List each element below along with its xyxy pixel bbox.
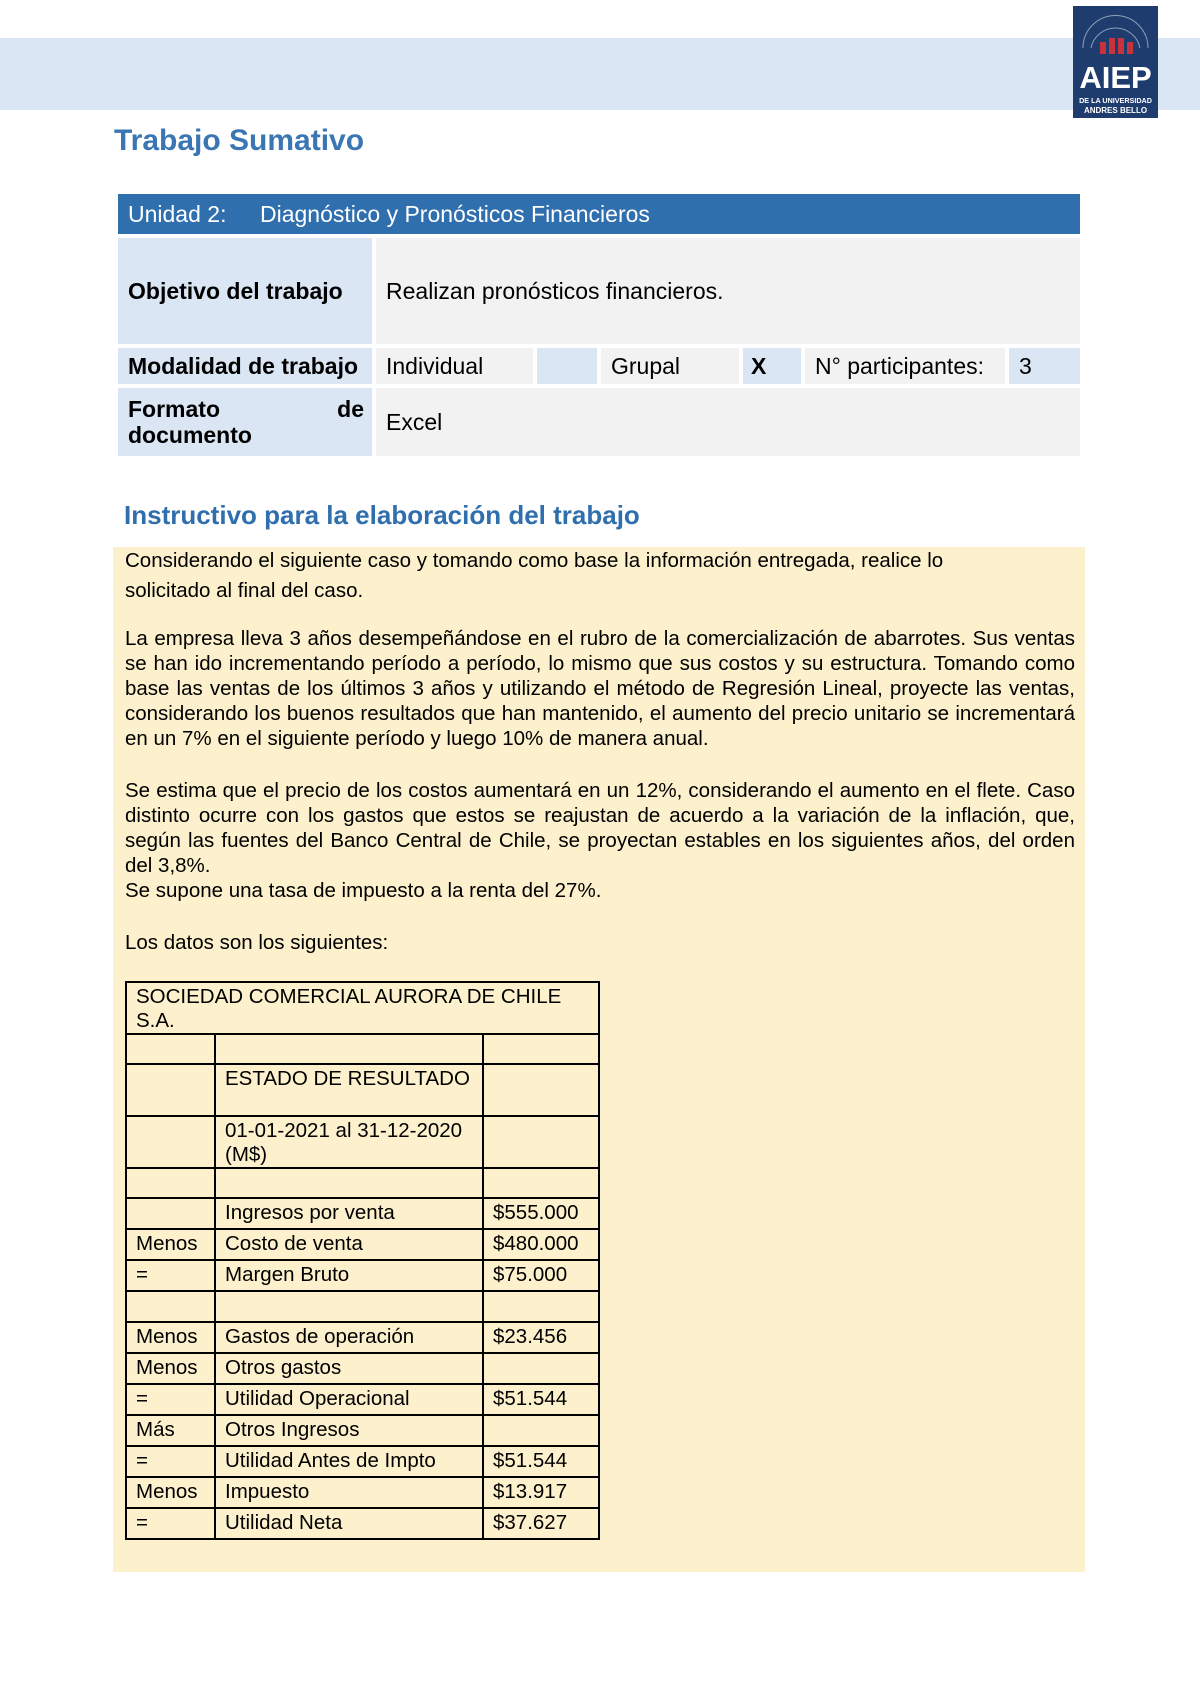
row-op: = <box>126 1384 215 1415</box>
row-op: = <box>126 1446 215 1477</box>
empty-cell <box>215 1034 483 1064</box>
company-name-cell <box>126 982 599 1034</box>
table-row <box>126 1384 599 1415</box>
row-op: Menos <box>126 1353 215 1384</box>
statement-title-text: ESTADO DE RESULTADO <box>225 1067 470 1090</box>
instructions-p1: Considerando el siguiente caso y tomando como base la información entregada, realice lo solicitado al final del caso. <box>125 549 944 602</box>
formato-label-line1: Formato de <box>128 396 364 422</box>
svg-text:ANDRES BELLO: ANDRES BELLO <box>1083 106 1148 115</box>
header-band <box>0 38 1200 110</box>
instructions-p3: Se estima que el precio de los costos aumentará en un 12%, considerando el aumento en el flete. Caso distinto ocurre con los gastos que estos se reajustan de acuerdo a la variación de la inflación, que, según las fuentes del Banco Central de Chile, se proyectan estables en los siguientes años, del orden del 3,8%. <box>125 779 1075 877</box>
aiep-logo <box>1073 6 1158 118</box>
empty-cell <box>483 1168 599 1198</box>
statement-title <box>215 1064 483 1116</box>
formato-label <box>118 388 372 456</box>
empty-cell <box>483 1064 599 1116</box>
table-row <box>126 1198 599 1229</box>
statement-period <box>215 1116 483 1168</box>
instructions-p5: Los datos son los siguientes: <box>125 931 389 954</box>
row-amount: $13.917 <box>483 1477 599 1508</box>
company-name: SOCIEDAD COMERCIAL AURORA DE CHILE S.A. <box>136 985 562 1032</box>
empty-cell <box>483 1116 599 1168</box>
row-op: Menos <box>126 1322 215 1353</box>
svg-text:AIEP: AIEP <box>1079 60 1152 95</box>
row-item: Otros Ingresos <box>215 1415 483 1446</box>
instructions-p4: Se supone una tasa de impuesto a la renta del 27%. <box>125 879 602 902</box>
table-row <box>126 1229 599 1260</box>
table-row <box>126 1260 599 1291</box>
table-row <box>126 1477 599 1508</box>
row-item: Ingresos por venta <box>215 1198 483 1229</box>
objetivo-label: Objetivo del trabajo <box>118 238 372 344</box>
row-op: = <box>126 1508 215 1539</box>
instructions-p2: La empresa lleva 3 años desempeñándose en el rubro de la comercialización de abarrotes. Sus ventas se han ido incrementando período a período, lo mismo que sus costos y su estructura. Tomando como base las ventas de los últimos 3 años y utilizando el método de Regresión Lineal, proyecte las ventas, considerando los buenos resultados que han mantenido, el aumento del precio unitario se incrementará en un 7% en el siguiente período y luego 10% de manera anual. <box>125 627 1075 750</box>
row-item <box>215 1291 483 1322</box>
individual-label: Individual <box>376 348 533 384</box>
row-amount: $75.000 <box>483 1260 599 1291</box>
row-amount: $555.000 <box>483 1198 599 1229</box>
row-amount <box>483 1353 599 1384</box>
empty-cell <box>215 1168 483 1198</box>
row-amount: $51.544 <box>483 1384 599 1415</box>
row-op: Menos <box>126 1477 215 1508</box>
svg-text:DE LA UNIVERSIDAD: DE LA UNIVERSIDAD <box>1079 96 1152 105</box>
row-op <box>126 1291 215 1322</box>
table-row <box>126 1508 599 1539</box>
individual-checkbox <box>537 348 597 384</box>
row-item: Margen Bruto <box>215 1260 483 1291</box>
row-op: Más <box>126 1415 215 1446</box>
empty-cell <box>483 1034 599 1064</box>
row-item: Otros gastos <box>215 1353 483 1384</box>
row-item: Utilidad Neta <box>215 1508 483 1539</box>
row-item: Utilidad Antes de Impto <box>215 1446 483 1477</box>
participantes-value: 3 <box>1009 348 1080 384</box>
unit-label: Unidad 2: <box>128 200 227 227</box>
empty-cell <box>126 1116 215 1168</box>
row-item: Costo de venta <box>215 1229 483 1260</box>
unit-header <box>118 194 1080 234</box>
row-op <box>126 1198 215 1229</box>
empty-cell <box>126 1064 215 1116</box>
table-row <box>126 1322 599 1353</box>
document-title: Trabajo Sumativo <box>114 124 365 157</box>
table-row <box>126 1415 599 1446</box>
row-amount: $51.544 <box>483 1446 599 1477</box>
empty-cell <box>126 1034 215 1064</box>
statement-period-text: 01-01-2021 al 31-12-2020 (M$) <box>225 1119 463 1166</box>
grupal-checkbox: X <box>743 348 801 384</box>
income-statement-table <box>125 981 600 1540</box>
table-row <box>126 1291 599 1322</box>
row-amount: $23.456 <box>483 1322 599 1353</box>
instructions-title: Instructivo para la elaboración del trabajo <box>124 500 640 530</box>
row-amount: $37.627 <box>483 1508 599 1539</box>
formato-label-line2: documento <box>128 422 252 448</box>
formato-value: Excel <box>376 388 1080 456</box>
row-item: Utilidad Operacional <box>215 1384 483 1415</box>
row-amount <box>483 1291 599 1322</box>
row-item: Gastos de operación <box>215 1322 483 1353</box>
row-amount <box>483 1415 599 1446</box>
row-op: = <box>126 1260 215 1291</box>
participantes-label: N° participantes: <box>805 348 1005 384</box>
modalidad-label: Modalidad de trabajo <box>118 348 372 384</box>
objetivo-value: Realizan pronósticos financieros. <box>376 238 1080 344</box>
row-op: Menos <box>126 1229 215 1260</box>
row-item: Impuesto <box>215 1477 483 1508</box>
empty-cell <box>126 1168 215 1198</box>
row-amount: $480.000 <box>483 1229 599 1260</box>
table-row <box>126 1353 599 1384</box>
table-row <box>126 1446 599 1477</box>
grupal-label: Grupal <box>601 348 739 384</box>
unit-name: Diagnóstico y Pronósticos Financieros <box>260 200 650 227</box>
